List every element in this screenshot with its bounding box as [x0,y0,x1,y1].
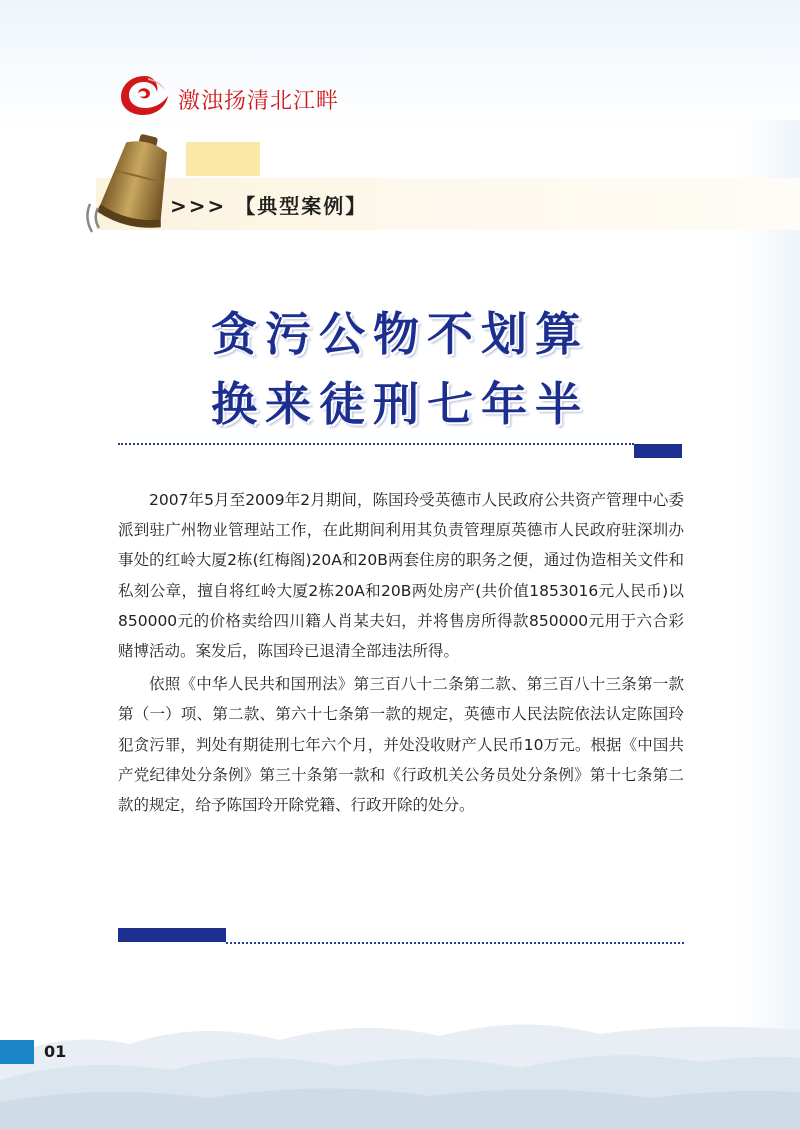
dotted-divider-top [118,443,634,445]
page-edge-shade [740,120,800,1129]
section-title [170,190,367,219]
page-number-tab [0,1040,34,1064]
page-number: 01 [44,1042,67,1061]
accent-bar-bottom [118,928,226,942]
section-arrows: >>> [170,194,227,218]
section-accent-block [186,142,260,176]
brand-title: 激浊扬清北江畔 [178,89,340,114]
swirl-logo-icon [118,72,172,118]
dotted-divider-bottom [226,942,684,944]
headline-line-2: 换来徒刑七年半 [211,377,589,431]
article-body [118,485,684,823]
accent-bar-top [634,444,682,458]
bell-icon [76,126,192,250]
mountain-landscape-image [0,1000,800,1129]
section-label: 【典型案例】 [235,194,368,218]
article-paragraph-1: 2007年5月至2009年2月期间，陈国玲受英德市人民政府公共资产管理中心委派到驻广州物业管理站工作，在此期间利用其负责管理原英德市人民政府驻深圳办事处的红岭大厦2栋(红梅阁)20A和20B两套住房的职务之便，通过伪造相关文件和私刻公章，擅自将红岭大厦2栋20A和20B两处房产(共价值1853016元人民币)以850000元的价格卖给四川籍人肖某夫妇，并将售房所得款850000元用于六合彩赌博活动。案发后，陈国玲已退清全部违法所得。 [118,491,684,661]
headline-line-1: 贪污公物不划算 [211,307,589,361]
article-paragraph-2: 依照《中华人民共和国刑法》第三百八十二条第二款、第三百八十三条第一款第（一）项、第二款、第六十七条第一款的规定，英德市人民法院依法认定陈国玲犯贪污罪，判处有期徒刑七年六个月，并处没收财产人民币10万元。根据《中国共产党纪律处分条例》第三十条第一款和《行政机关公务员处分条例》第十七条第二款的规定，给予陈国玲开除党籍、行政开除的处分。 [118,675,684,815]
